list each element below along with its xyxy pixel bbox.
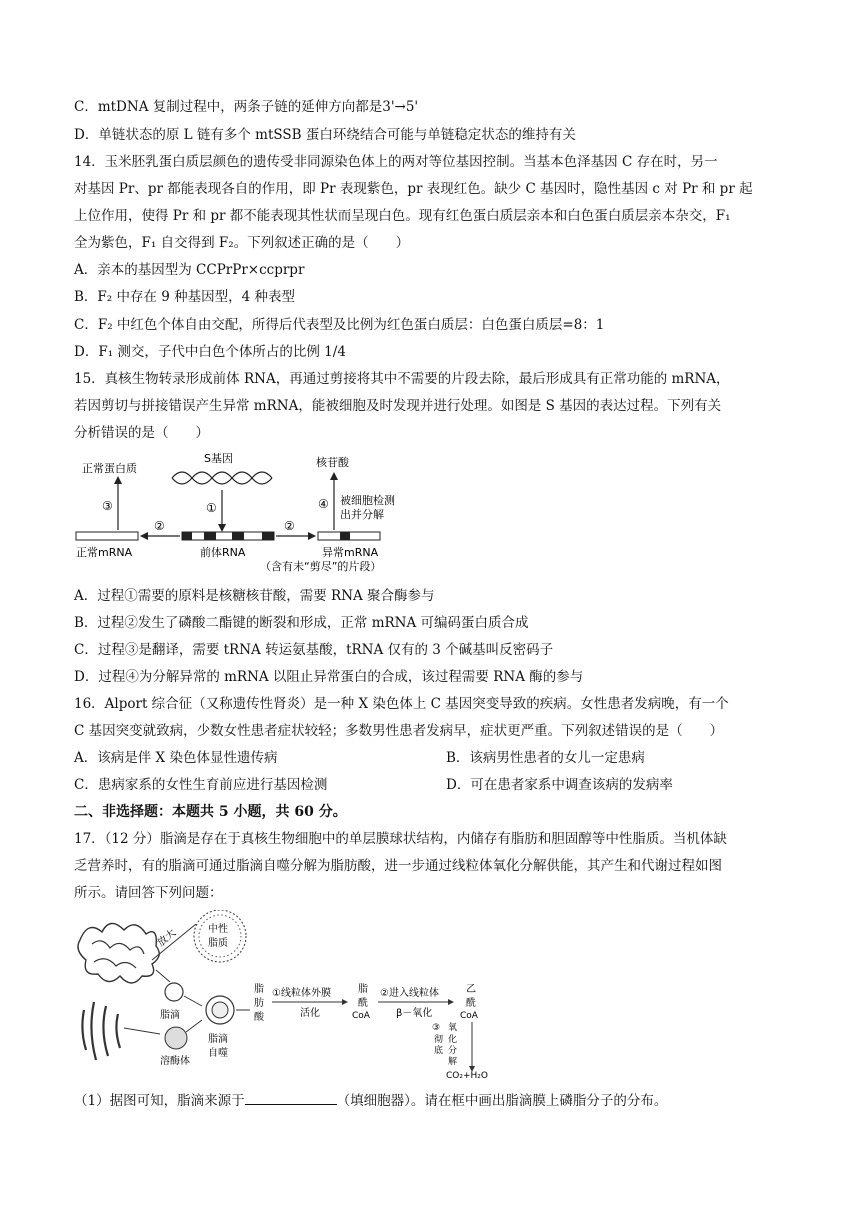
step-3-char-5: 化 <box>448 1035 458 1045</box>
answer-blank[interactable] <box>245 1092 337 1105</box>
pre-rna-exon-mark <box>232 532 244 540</box>
q15-stem-line-2: 若因剪切与拼接错误产生异常 mRNA，能被细胞及时发现并进行处理。如图是 S 基因的表达过程。下列有关 <box>74 398 722 414</box>
step-3-char-3: 底 <box>434 1046 444 1056</box>
q17-stem-line-2: 乏营养时，有的脂滴可通过脂滴自噬分解为脂肪酸，进一步通过线粒体氧化分解供能，其产生和代谢过程如图 <box>74 858 722 874</box>
fatty-acid-char-3: 酸 <box>254 1012 264 1023</box>
q17-sub1-prefix: （1）据图可知，脂滴来源于 <box>74 1093 245 1109</box>
q16-option-a: A．该病是伴 X 染色体显性遗传病 <box>74 750 278 766</box>
lipid-droplet-label: 脂滴 <box>160 1010 180 1021</box>
q14-stem-line-3: 上位作用，使得 Pr 和 pr 都不能表现其性状而呈现白色。现有红色蛋白质层亲本和白色蛋白质层亲本杂交，F₁ <box>74 208 731 224</box>
arrowhead-step-1 <box>218 524 226 532</box>
s-gene-label: S基因 <box>204 452 233 465</box>
step-3-char-4: 氧 <box>448 1023 458 1033</box>
q14-stem-line-2: 对基因 Pr、pr 都能表现各自的作用，即 Pr 表现紫色，pr 表现红色。缺少 C 基因时，隐性基因 c 对 Pr 和 pr 起 <box>74 181 753 197</box>
q15-option-c: C．过程③是翻译，需要 tRNA 转运氨基酸，tRNA 仅有的 3 个碱基叫反密码子 <box>74 642 554 658</box>
q16-stem-line-1: 16．Alport 综合征（又称遗传性肾炎）是一种 X 染色体上 C 基因突变导致的疾病。女性患者发病晚，有一个 <box>74 696 729 712</box>
step-3-char-6: 分 <box>448 1046 458 1056</box>
q15-stem-line-1: 15．真核生物转录形成前体 RNA，再通过剪接将其中不需要的片段去除，最后形成具有正常功能的 mRNA， <box>74 371 730 387</box>
q17-subquestion-1 <box>74 1092 667 1110</box>
q16-option-b: B．该病男性患者的女儿一定患病 <box>446 750 645 766</box>
acyl-coa-char-2: 酰 <box>358 998 368 1009</box>
lipid-droplet-icon <box>165 983 183 1001</box>
q14-option-c: C．F₂ 中红色个体自由交配，所得后代表型及比例为红色蛋白质层：白色蛋白质层=8：1 <box>74 317 605 333</box>
acyl-coa-char-3: CoA <box>352 1011 370 1021</box>
step-3-label: ③ <box>102 499 113 513</box>
arrowhead-step-4 <box>330 472 338 480</box>
er-inner-fold <box>94 959 136 968</box>
step-2-left-label: ② <box>154 519 165 533</box>
q15-option-b: B．过程②发生了磷酸二酯键的断裂和形成，正常 mRNA 可编码蛋白质合成 <box>74 615 529 631</box>
fatty-acid-char-2: 肪 <box>254 998 264 1009</box>
pre-rna-exon-mark <box>262 532 274 540</box>
step-1-label-a: ①线粒体外膜 <box>272 988 331 999</box>
neutral-lipid-label-2: 脂质 <box>208 938 228 949</box>
lipid-droplet-diagram <box>74 910 514 1080</box>
gene-expression-diagram <box>72 448 412 574</box>
detect-label-line-2: 出并分解 <box>340 508 384 521</box>
normal-mrna-label: 正常mRNA <box>76 546 133 559</box>
arrowhead-step-3 <box>114 476 122 484</box>
step-1-label: ① <box>206 501 217 515</box>
abnormal-mrna-note: （含有未“剪尽”的片段） <box>260 560 382 573</box>
q17-stem-line-3: 所示。请回答下列问题： <box>74 885 223 901</box>
arrowhead-step-2-right <box>308 532 316 540</box>
lysosome-label: 溶酶体 <box>160 1056 190 1067</box>
acetyl-coa-char-2: 酰 <box>466 998 476 1009</box>
pre-rna-bar <box>182 532 274 540</box>
step-2-right-label: ② <box>284 519 295 533</box>
q15-option-d: D．过程④为分解异常的 mRNA 以阻止异常蛋白的合成，该过程需要 RNA 酶的参与 <box>74 669 584 685</box>
step-3-char-7: 解 <box>448 1057 458 1067</box>
q14-stem-line-1: 14．玉米胚乳蛋白质层颜色的遗传受非同源染色体上的两对等位基因控制。当基本色泽基因 C 存在时，另一 <box>74 154 718 170</box>
step-4-label: ④ <box>318 497 329 511</box>
normal-protein-label: 正常蛋白质 <box>82 462 137 475</box>
step-2-arrowhead <box>448 999 454 1005</box>
autophagy-inner-droplet <box>212 1002 228 1018</box>
section-2-heading: 二、非选择题：本题共 5 小题，共 60 分。 <box>74 804 347 820</box>
product-label: CO₂+H₂O <box>446 1071 488 1080</box>
step-3-char-2: 彻 <box>434 1035 444 1045</box>
q14-option-a: A．亲本的基因型为 CCPrPr×ccprpr <box>74 262 305 278</box>
q16-option-c: C．患病家系的女性生育前应进行基因检测 <box>74 777 328 793</box>
q16-stem-line-2: C 基因突变就致病，少数女性患者症状较轻；多数男性患者发病早，症状更严重。下列叙述错误的是（ ） <box>74 723 724 739</box>
er-inner-fold <box>92 941 144 954</box>
enlarged-lipid-droplet <box>194 910 246 962</box>
bud-arrow <box>156 970 170 982</box>
to-autophagy-arrow <box>186 1020 202 1032</box>
step-3-char-1: ③ <box>432 1023 441 1033</box>
golgi-icon <box>82 1002 120 1060</box>
q14-option-b: B．F₂ 中存在 9 种基因型，4 种表型 <box>74 289 296 305</box>
q15-stem-line-3: 分析错误的是（ ） <box>74 425 209 441</box>
normal-mrna-bar <box>76 532 138 540</box>
pre-rna-exon-mark <box>204 532 216 540</box>
step-1-arrowhead <box>342 999 348 1005</box>
q14-stem-line-4: 全为紫色，F₁ 自交得到 F₂。下列叙述正确的是（ ） <box>74 235 410 251</box>
enlarge-label: 放大 <box>155 927 179 949</box>
q16-option-d: D．可在患者家系中调查该病的发病率 <box>446 777 673 793</box>
to-autophagy-arrow <box>184 996 202 1006</box>
q13-option-d: D．单链状态的原 L 链有多个 mtSSB 蛋白环绕结合可能与单链稳定状态的维持有关 <box>74 127 576 143</box>
step-2-label-b: β－氧化 <box>396 1008 433 1019</box>
pre-rna-exon-mark <box>182 532 192 540</box>
q15-option-a: A．过程①需要的原料是核糖核苷酸，需要 RNA 聚合酶参与 <box>74 588 435 604</box>
arrowhead-step-2-left <box>140 532 148 540</box>
fatty-acid-char-1: 脂 <box>254 984 264 995</box>
acetyl-coa-char-1: 乙 <box>466 984 476 995</box>
q17-sub1-suffix: （填细胞器）。请在框中画出脂滴膜上磷脂分子的分布。 <box>336 1093 668 1109</box>
q14-option-d: D．F₁ 测交，子代中白色个体所占的比例 1/4 <box>74 344 346 360</box>
lysosome-arrow <box>124 1028 160 1034</box>
abnormal-mrna-label: 异常mRNA <box>322 546 379 559</box>
q13-option-c: C．mtDNA 复制过程中，两条子链的延伸方向都是3'→5' <box>74 99 419 115</box>
acyl-coa-char-1: 脂 <box>358 984 368 995</box>
detect-label-line-1: 被细胞检测 <box>340 494 395 507</box>
acetyl-coa-char-3: CoA <box>460 1011 478 1021</box>
step-2-label-a: ②进入线粒体 <box>380 988 439 999</box>
endoplasmic-reticulum-icon <box>78 923 159 983</box>
autophagy-label-2: 自噬 <box>208 1048 228 1059</box>
neutral-lipid-label-1: 中性 <box>208 924 228 935</box>
lysosome-icon <box>165 1027 187 1049</box>
q17-stem-line-1: 17．（12 分）脂滴是存在于真核生物细胞中的单层膜球状结构，内储存有脂肪和胆固醇等中性脂质。当机体缺 <box>74 831 727 847</box>
abnormal-mrna-intron-mark <box>340 532 350 540</box>
step-1-label-b: 活化 <box>300 1008 320 1019</box>
autophagy-label-1: 脂滴 <box>208 1034 228 1045</box>
nucleotide-label: 核苷酸 <box>316 456 349 469</box>
pre-rna-label: 前体RNA <box>200 546 246 559</box>
